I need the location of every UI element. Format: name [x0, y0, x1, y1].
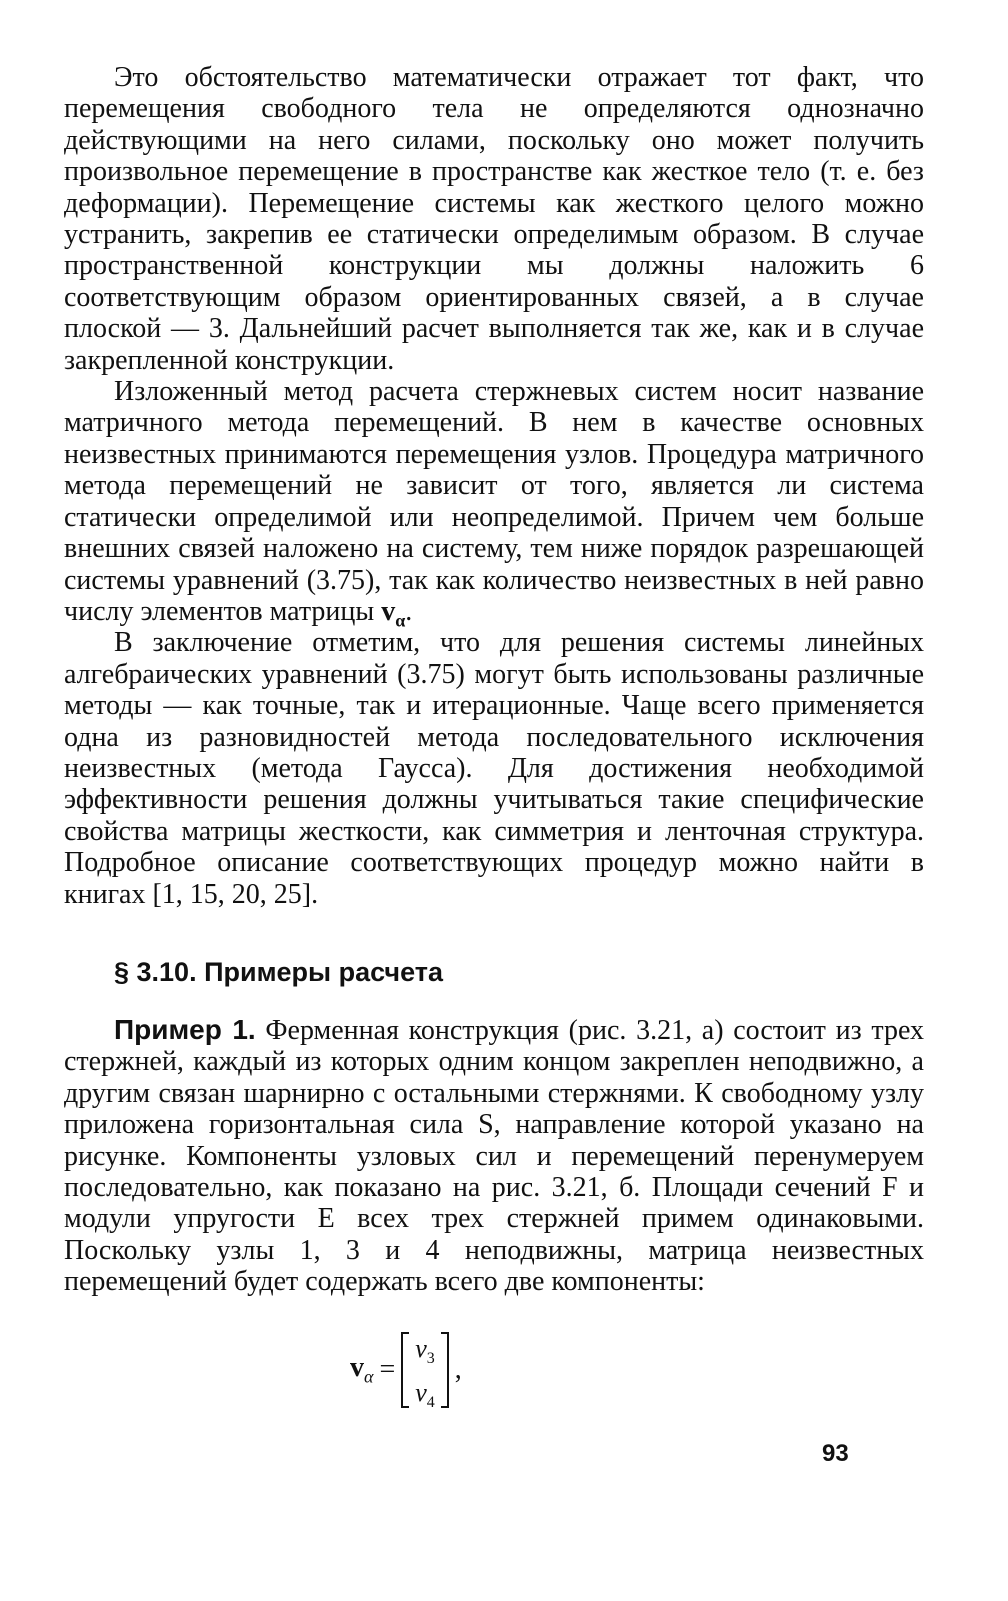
- example-text: Ферменная конструкция (рис. 3.21, а) состоит из трех стержней, каждый из которых одним концом закреплен неподвижно, а другим связан шарнирно с остальными стержнями. К свободному узлу приложена горизонтальная сила S, направление которой указано на рисунке. Компоненты узловых сил и перемещений перенумеруем последовательно, как показано на рис. 3.21, б. Площади сечений F и модули упругости E всех трех стержней примем одинаковыми. Поскольку узлы 1, 3 и 4 неподвижны, матрица неизвестных перемещений будет содержать всего две компоненты:: [64, 1014, 925, 1298]
- matrix-symbol: $v_\alpha$: [381, 595, 406, 631]
- matrix-cell-v3: $v_3$: [415, 1334, 435, 1368]
- paragraph-3: В заключение отметим, что для решения системы линейных алгебраических уравнений (3.75) могут быть использованы различные методы — как точные, так и итерационные. Чаще всего применяется одна из разновидностей метода последовательного исключения неизвестных (метода Гаусса). Для достижения необходимой эффективности решения должны учитываться такие специфические свойства матрицы жесткости, как симметрия и ленточная структура. Подробное описание соответствующих процедур можно найти в книгах [1, 15, 20, 25].: [64, 627, 924, 910]
- example-paragraph: [64, 1014, 924, 1298]
- example-lead: Пример 1.: [114, 1013, 256, 1045]
- book-page: [64, 62, 924, 1572]
- paragraph-1: Это обстоятельство математически отражает тот факт, что перемещения свободного тела не определяются однозначно действующими на него силами, поскольку оно может получить произвольное перемещение в пространстве как жесткое тело (т. е. без деформации). Перемещение системы как жесткого целого можно устранить, закрепив ее статически определимым образом. В случае пространственной конструкции мы должны наложить 6 соответствующим образом ориентированных связей, а в случае плоской — 3. Дальнейший расчет выполняется так же, как и в случае закрепленной конструкции.: [64, 62, 924, 376]
- paragraph-2: Изложенный метод расчета стержневых систем носит название матричного метода перемещений. В нем в качестве основных неизвестных принимаются перемещения узлов. Процедура матричного метода перемещений не зависит от того, является ли система статически определимой или неопределимой. Причем чем больше внешних связей наложено на систему, тем ниже порядок разрешающей системы уравнений (3.75), так как количество неизвестных в ней равно числу элементов матрицы $v_\alpha$.: [64, 376, 924, 631]
- formula-equals: =: [379, 1354, 396, 1385]
- formula-lhs: $v_\alpha$: [350, 1352, 374, 1387]
- column-matrix: [401, 1332, 449, 1412]
- matrix-cell-v4: $v_4$: [415, 1378, 435, 1412]
- page-number: 93: [822, 1440, 849, 1467]
- formula-trailing-comma: ,: [454, 1354, 462, 1385]
- right-bracket: [441, 1332, 449, 1408]
- section-heading: § 3.10. Примеры расчета: [114, 956, 444, 987]
- paragraph-2-text: Изложенный метод расчета стержневых систем носит название матричного метода перемещений. В нем в качестве основных неизвестных принимаются перемещения узлов. Процедура матричного метода перемещений не зависит от того, является ли система статически определимой или неопределимой. Причем чем больше внешних связей наложено на систему, тем ниже порядок разрешающей системы уравнений (3.75), так как количество неизвестных в ней равно числу элементов матрицы: [64, 376, 924, 627]
- left-bracket: [401, 1332, 409, 1408]
- displacement-vector-formula: [350, 1330, 462, 1410]
